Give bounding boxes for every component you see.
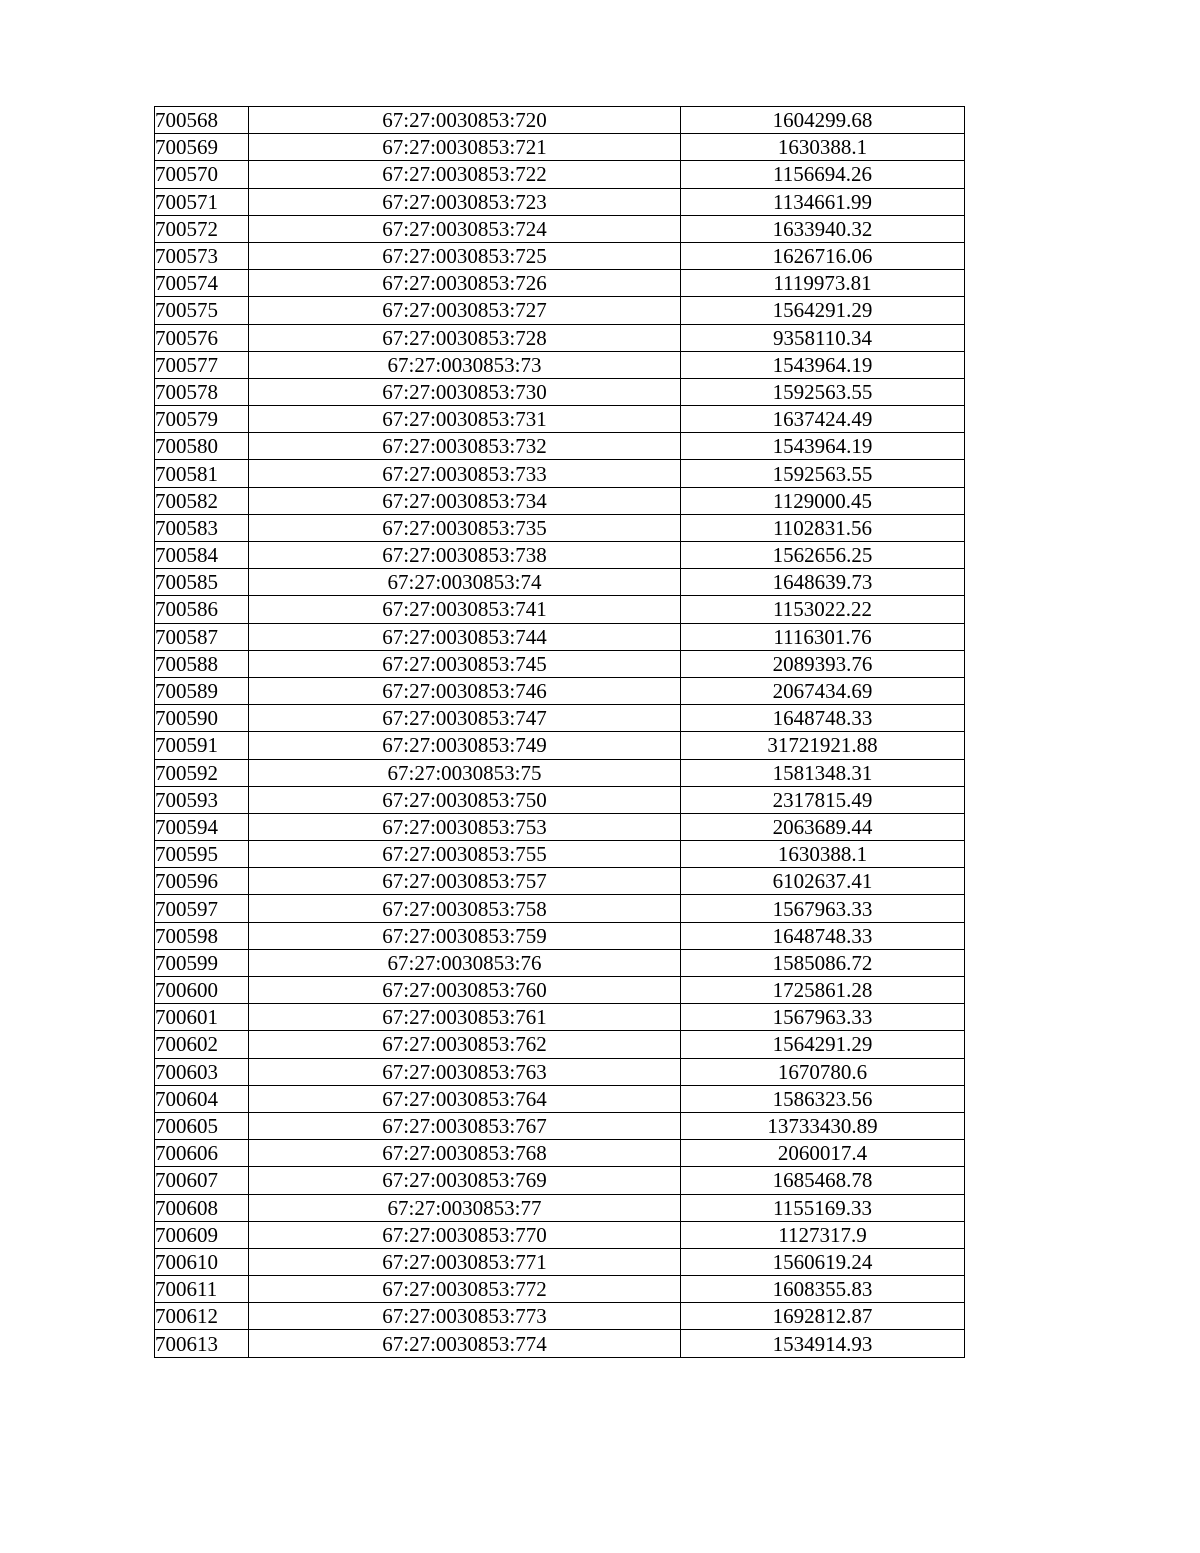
row-id-cell: 700579 (155, 406, 249, 433)
cadastral-number-cell: 67:27:0030853:77 (249, 1194, 681, 1221)
cadastral-value-cell: 1116301.76 (681, 623, 965, 650)
cadastral-value-cell: 1562656.25 (681, 542, 965, 569)
cadastral-value-cell: 2067434.69 (681, 677, 965, 704)
cadastral-value-cell: 1670780.6 (681, 1058, 965, 1085)
cadastral-value-cell: 1725861.28 (681, 977, 965, 1004)
row-id-cell: 700572 (155, 215, 249, 242)
row-id-cell: 700590 (155, 705, 249, 732)
cadastral-number-cell: 67:27:0030853:733 (249, 460, 681, 487)
row-id-cell: 700594 (155, 813, 249, 840)
table-row (155, 107, 965, 134)
row-id-cell: 700604 (155, 1085, 249, 1112)
cadastral-number-cell: 67:27:0030853:73 (249, 351, 681, 378)
cadastral-value-cell: 1630388.1 (681, 841, 965, 868)
row-id-cell: 700605 (155, 1112, 249, 1139)
table-row (155, 786, 965, 813)
row-id-cell: 700580 (155, 433, 249, 460)
cadastral-value-table (154, 106, 965, 1358)
table-row (155, 922, 965, 949)
row-id-cell: 700584 (155, 542, 249, 569)
table-row (155, 1112, 965, 1139)
row-id-cell: 700574 (155, 270, 249, 297)
cadastral-value-cell: 2317815.49 (681, 786, 965, 813)
table-row (155, 378, 965, 405)
row-id-cell: 700589 (155, 677, 249, 704)
row-id-cell: 700592 (155, 759, 249, 786)
row-id-cell: 700591 (155, 732, 249, 759)
cadastral-value-cell: 1608355.83 (681, 1276, 965, 1303)
table-row (155, 1221, 965, 1248)
cadastral-value-cell: 1592563.55 (681, 460, 965, 487)
table-row (155, 977, 965, 1004)
table-row (155, 297, 965, 324)
cadastral-number-cell: 67:27:0030853:74 (249, 569, 681, 596)
cadastral-value-cell: 1564291.29 (681, 1031, 965, 1058)
cadastral-number-cell: 67:27:0030853:745 (249, 650, 681, 677)
cadastral-value-cell: 13733430.89 (681, 1112, 965, 1139)
cadastral-value-cell: 1560619.24 (681, 1248, 965, 1275)
table-row (155, 1031, 965, 1058)
cadastral-number-cell: 67:27:0030853:753 (249, 813, 681, 840)
table-row (155, 1004, 965, 1031)
table-row (155, 514, 965, 541)
cadastral-value-cell: 1585086.72 (681, 949, 965, 976)
row-id-cell: 700582 (155, 487, 249, 514)
cadastral-number-cell: 67:27:0030853:735 (249, 514, 681, 541)
cadastral-number-cell: 67:27:0030853:770 (249, 1221, 681, 1248)
cadastral-number-cell: 67:27:0030853:744 (249, 623, 681, 650)
cadastral-value-cell: 1155169.33 (681, 1194, 965, 1221)
cadastral-value-cell: 1153022.22 (681, 596, 965, 623)
table-row (155, 813, 965, 840)
table-row (155, 542, 965, 569)
cadastral-value-cell: 1127317.9 (681, 1221, 965, 1248)
cadastral-value-cell: 1648748.33 (681, 705, 965, 732)
cadastral-number-cell: 67:27:0030853:771 (249, 1248, 681, 1275)
cadastral-value-cell: 6102637.41 (681, 868, 965, 895)
row-id-cell: 700586 (155, 596, 249, 623)
table-row (155, 324, 965, 351)
cadastral-number-cell: 67:27:0030853:723 (249, 188, 681, 215)
cadastral-number-cell: 67:27:0030853:769 (249, 1167, 681, 1194)
cadastral-number-cell: 67:27:0030853:757 (249, 868, 681, 895)
table-row (155, 677, 965, 704)
row-id-cell: 700612 (155, 1303, 249, 1330)
cadastral-value-cell: 1119973.81 (681, 270, 965, 297)
table-row (155, 895, 965, 922)
cadastral-value-cell: 1567963.33 (681, 1004, 965, 1031)
table-row (155, 596, 965, 623)
cadastral-value-cell: 1543964.19 (681, 351, 965, 378)
cadastral-value-cell: 2089393.76 (681, 650, 965, 677)
cadastral-value-cell: 1692812.87 (681, 1303, 965, 1330)
cadastral-value-cell: 1633940.32 (681, 215, 965, 242)
cadastral-number-cell: 67:27:0030853:755 (249, 841, 681, 868)
cadastral-number-cell: 67:27:0030853:750 (249, 786, 681, 813)
cadastral-value-cell: 1648748.33 (681, 922, 965, 949)
cadastral-number-cell: 67:27:0030853:761 (249, 1004, 681, 1031)
cadastral-value-cell: 1581348.31 (681, 759, 965, 786)
cadastral-number-cell: 67:27:0030853:774 (249, 1330, 681, 1357)
table-row (155, 1140, 965, 1167)
cadastral-number-cell: 67:27:0030853:741 (249, 596, 681, 623)
cadastral-value-cell: 1648639.73 (681, 569, 965, 596)
row-id-cell: 700602 (155, 1031, 249, 1058)
cadastral-value-cell: 1134661.99 (681, 188, 965, 215)
row-id-cell: 700601 (155, 1004, 249, 1031)
cadastral-number-cell: 67:27:0030853:726 (249, 270, 681, 297)
row-id-cell: 700577 (155, 351, 249, 378)
cadastral-number-cell: 67:27:0030853:764 (249, 1085, 681, 1112)
cadastral-number-cell: 67:27:0030853:767 (249, 1112, 681, 1139)
row-id-cell: 700613 (155, 1330, 249, 1357)
row-id-cell: 700593 (155, 786, 249, 813)
table-row (155, 949, 965, 976)
cadastral-number-cell: 67:27:0030853:746 (249, 677, 681, 704)
cadastral-number-cell: 67:27:0030853:768 (249, 1140, 681, 1167)
row-id-cell: 700575 (155, 297, 249, 324)
table-row (155, 1167, 965, 1194)
row-id-cell: 700588 (155, 650, 249, 677)
cadastral-value-cell: 1626716.06 (681, 242, 965, 269)
cadastral-number-cell: 67:27:0030853:724 (249, 215, 681, 242)
table-row (155, 1330, 965, 1357)
table-row (155, 161, 965, 188)
cadastral-value-cell: 1534914.93 (681, 1330, 965, 1357)
row-id-cell: 700573 (155, 242, 249, 269)
table-row (155, 487, 965, 514)
row-id-cell: 700578 (155, 378, 249, 405)
cadastral-number-cell: 67:27:0030853:763 (249, 1058, 681, 1085)
cadastral-number-cell: 67:27:0030853:772 (249, 1276, 681, 1303)
table-row (155, 460, 965, 487)
row-id-cell: 700576 (155, 324, 249, 351)
table-body (155, 107, 965, 1358)
table-row (155, 1303, 965, 1330)
cadastral-number-cell: 67:27:0030853:738 (249, 542, 681, 569)
table-row (155, 270, 965, 297)
cadastral-number-cell: 67:27:0030853:749 (249, 732, 681, 759)
row-id-cell: 700595 (155, 841, 249, 868)
row-id-cell: 700583 (155, 514, 249, 541)
row-id-cell: 700596 (155, 868, 249, 895)
row-id-cell: 700598 (155, 922, 249, 949)
cadastral-value-cell: 1543964.19 (681, 433, 965, 460)
cadastral-number-cell: 67:27:0030853:75 (249, 759, 681, 786)
cadastral-number-cell: 67:27:0030853:762 (249, 1031, 681, 1058)
row-id-cell: 700585 (155, 569, 249, 596)
cadastral-number-cell: 67:27:0030853:759 (249, 922, 681, 949)
table-row (155, 351, 965, 378)
cadastral-number-cell: 67:27:0030853:732 (249, 433, 681, 460)
cadastral-number-cell: 67:27:0030853:730 (249, 378, 681, 405)
table-row (155, 1085, 965, 1112)
table-row (155, 1276, 965, 1303)
cadastral-value-cell: 1564291.29 (681, 297, 965, 324)
cadastral-value-cell: 1592563.55 (681, 378, 965, 405)
cadastral-number-cell: 67:27:0030853:725 (249, 242, 681, 269)
cadastral-value-cell: 1586323.56 (681, 1085, 965, 1112)
table-row (155, 650, 965, 677)
row-id-cell: 700610 (155, 1248, 249, 1275)
row-id-cell: 700599 (155, 949, 249, 976)
cadastral-value-cell: 2060017.4 (681, 1140, 965, 1167)
row-id-cell: 700611 (155, 1276, 249, 1303)
table-row (155, 623, 965, 650)
cadastral-number-cell: 67:27:0030853:728 (249, 324, 681, 351)
cadastral-number-cell: 67:27:0030853:734 (249, 487, 681, 514)
cadastral-value-cell: 1630388.1 (681, 134, 965, 161)
table-row (155, 242, 965, 269)
row-id-cell: 700607 (155, 1167, 249, 1194)
cadastral-value-cell: 1685468.78 (681, 1167, 965, 1194)
cadastral-value-cell: 2063689.44 (681, 813, 965, 840)
row-id-cell: 700600 (155, 977, 249, 1004)
cadastral-number-cell: 67:27:0030853:727 (249, 297, 681, 324)
cadastral-value-cell: 1604299.68 (681, 107, 965, 134)
row-id-cell: 700608 (155, 1194, 249, 1221)
cadastral-value-cell: 1129000.45 (681, 487, 965, 514)
row-id-cell: 700606 (155, 1140, 249, 1167)
cadastral-number-cell: 67:27:0030853:773 (249, 1303, 681, 1330)
cadastral-value-cell: 9358110.34 (681, 324, 965, 351)
cadastral-number-cell: 67:27:0030853:760 (249, 977, 681, 1004)
cadastral-number-cell: 67:27:0030853:722 (249, 161, 681, 188)
table-row (155, 1248, 965, 1275)
table-row (155, 705, 965, 732)
row-id-cell: 700587 (155, 623, 249, 650)
row-id-cell: 700609 (155, 1221, 249, 1248)
table-row (155, 215, 965, 242)
cadastral-value-cell: 1102831.56 (681, 514, 965, 541)
row-id-cell: 700581 (155, 460, 249, 487)
table-row (155, 1194, 965, 1221)
cadastral-number-cell: 67:27:0030853:76 (249, 949, 681, 976)
cadastral-number-cell: 67:27:0030853:758 (249, 895, 681, 922)
cadastral-number-cell: 67:27:0030853:731 (249, 406, 681, 433)
cadastral-value-cell: 1156694.26 (681, 161, 965, 188)
cadastral-value-cell: 1567963.33 (681, 895, 965, 922)
row-id-cell: 700569 (155, 134, 249, 161)
cadastral-number-cell: 67:27:0030853:721 (249, 134, 681, 161)
row-id-cell: 700568 (155, 107, 249, 134)
cadastral-number-cell: 67:27:0030853:720 (249, 107, 681, 134)
table-row (155, 569, 965, 596)
table-row (155, 1058, 965, 1085)
row-id-cell: 700571 (155, 188, 249, 215)
table-row (155, 841, 965, 868)
cadastral-number-cell: 67:27:0030853:747 (249, 705, 681, 732)
table-row (155, 732, 965, 759)
row-id-cell: 700603 (155, 1058, 249, 1085)
table-row (155, 188, 965, 215)
row-id-cell: 700570 (155, 161, 249, 188)
cadastral-value-cell: 31721921.88 (681, 732, 965, 759)
table-row (155, 433, 965, 460)
cadastral-value-cell: 1637424.49 (681, 406, 965, 433)
table-row (155, 406, 965, 433)
table-row (155, 134, 965, 161)
table-row (155, 759, 965, 786)
table-row (155, 868, 965, 895)
row-id-cell: 700597 (155, 895, 249, 922)
